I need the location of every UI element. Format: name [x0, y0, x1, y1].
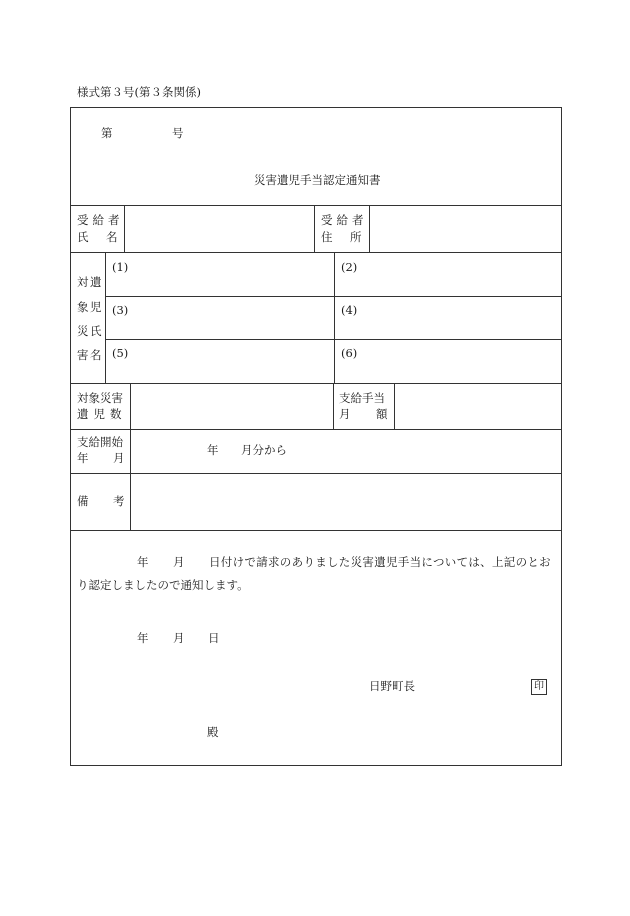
issuer-title: 日野町長 [369, 679, 415, 693]
orphan-slot-1: (1) [112, 260, 129, 274]
address-label-line1: 受給者 [321, 213, 368, 227]
issue-date-month: 月 [173, 631, 185, 645]
rule-after-remarks [70, 530, 562, 531]
remarks-label-b: 考 [113, 494, 125, 508]
name-label-2b: 名 [106, 230, 118, 244]
orphan-side-1a: 対 [77, 275, 89, 289]
orphan-side-2b: 児 [90, 300, 102, 314]
number-prefix: 第 [101, 126, 113, 140]
remarks-label-a: 備 [77, 494, 89, 508]
rule-after-recipient [70, 252, 562, 253]
form-number-label: 様式第３号(第３条関係) [77, 85, 201, 99]
rule-after-count [70, 429, 562, 430]
orphan-side-1b: 遺 [90, 275, 102, 289]
start-value-year: 年 [207, 443, 219, 457]
orphan-slot-6: (6) [341, 346, 358, 360]
orphan-side-3a: 災 [77, 324, 89, 338]
notice-line-1: 日付けで請求のありました災害遺児手当については、上記のとお [209, 555, 551, 569]
notice-month: 月 [173, 555, 185, 569]
notice-year: 年 [137, 555, 149, 569]
issue-date-year: 年 [137, 631, 149, 645]
name-label-2a: 氏 [77, 230, 89, 244]
orphan-slot-4: (4) [341, 303, 358, 317]
orphan-slot-2: (2) [341, 260, 358, 274]
orphan-side-3b: 氏 [90, 324, 102, 338]
address-label-2a: 住 [321, 230, 333, 244]
rule-v-orphan-side [105, 252, 106, 383]
rule-after-orphans [70, 383, 562, 384]
rule-after-start [70, 473, 562, 474]
orphan-count-label-2: 遺児数 [77, 407, 127, 421]
orphan-side-4b: 名 [90, 348, 102, 362]
address-label-2b: 所 [350, 230, 362, 244]
document-title: 災害遺児手当認定通知書 [254, 173, 381, 187]
number-suffix: 号 [172, 126, 184, 140]
orphan-count-label-1: 対象災害 [77, 391, 123, 405]
addressee-suffix: 殿 [207, 725, 219, 739]
official-seal-icon: 印 [531, 679, 547, 695]
rule-after-title [70, 205, 562, 206]
name-label-line1: 受給者 [77, 213, 124, 227]
orphan-slot-3: (3) [112, 303, 129, 317]
start-value-month: 月分から [241, 443, 287, 457]
rule-v-label-col [130, 383, 131, 530]
rule-v-count-end [333, 383, 334, 429]
notice-line-2: り認定しましたので通知します。 [77, 578, 249, 592]
start-label-1: 支給開始 [77, 435, 123, 449]
rule-v-amount-label [394, 383, 395, 429]
monthly-amount-label-1: 支給手当 [339, 391, 385, 405]
orphan-side-2a: 象 [77, 300, 89, 314]
issue-date-day: 日 [208, 631, 220, 645]
monthly-amount-label-2a: 月 [339, 407, 351, 421]
start-label-2a: 年 [77, 451, 89, 465]
rule-v-orphan-mid [334, 252, 335, 383]
orphan-side-4a: 害 [77, 348, 89, 362]
monthly-amount-label-2b: 額 [376, 407, 388, 421]
rule-v-name-label [124, 205, 125, 252]
rule-v-addr-label [369, 205, 370, 252]
orphan-slot-5: (5) [112, 346, 129, 360]
rule-v-name-end [314, 205, 315, 252]
start-label-2b: 月 [113, 451, 125, 465]
